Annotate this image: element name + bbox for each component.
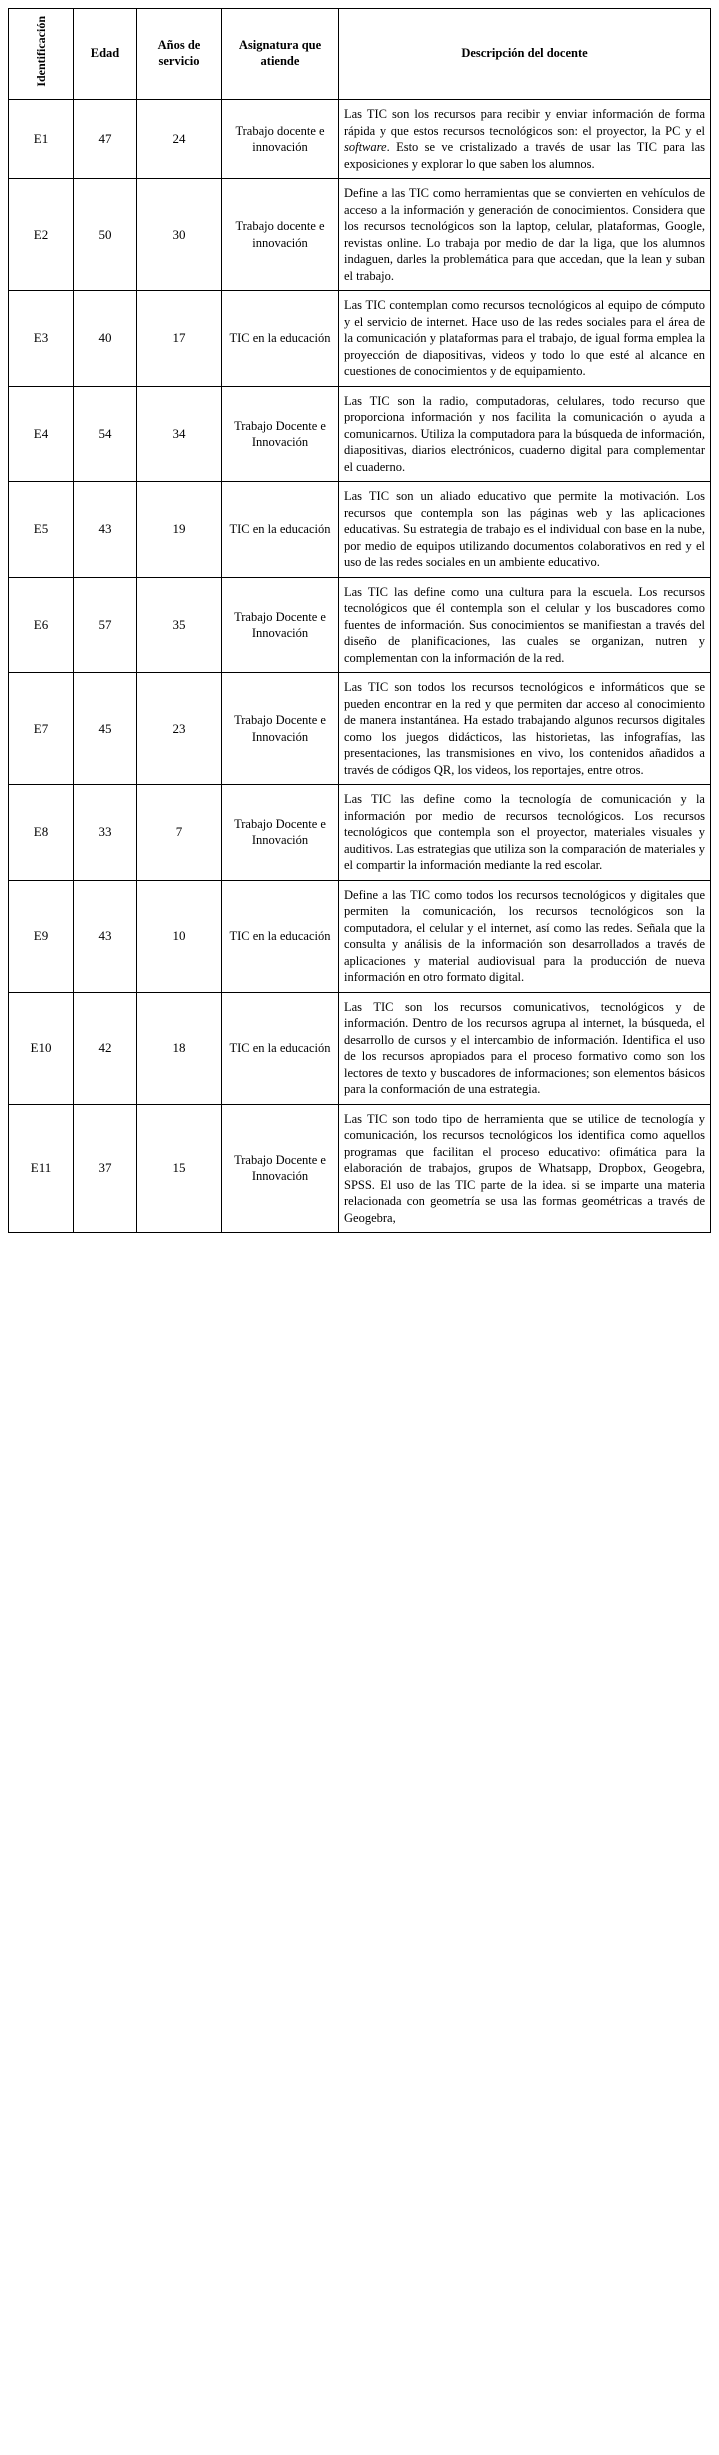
cell-identificacion: E5: [9, 482, 74, 578]
cell-descripcion: Las TIC las define como la tecnología de comunicación y la información por medio de recursos tecnológicos. Los recursos tecnológicos que contempla son el proyector, materiales visuales y auditivos. Las estrategias que utiliza son la comparación de materiales y el compartir la información mediante la red escolar.: [339, 785, 711, 881]
cell-anios: 18: [137, 992, 222, 1104]
cell-asignatura: Trabajo docente e innovación: [222, 100, 339, 179]
table-row: [9, 179, 711, 291]
cell-edad: 50: [74, 179, 137, 291]
cell-descripcion: Las TIC son todos los recursos tecnológicos e informáticos que se pueden encontrar en la red y que permiten dar acceso al conocimiento de manera instantánea. Ha estado trabajando algunos recursos digitales como los juegos didácticos, las historietas, las infografías, las presentaciones, las transmisiones en vivo, los contenidos añadidos a través de códigos QR, los videos, los reportajes, entre otros.: [339, 673, 711, 785]
cell-asignatura: TIC en la educación: [222, 992, 339, 1104]
cell-asignatura: Trabajo Docente e Innovación: [222, 785, 339, 881]
table-row: [9, 673, 711, 785]
table-row: [9, 880, 711, 992]
cell-descripcion: Las TIC son los recursos para recibir y enviar información de forma rápida y que estos recursos tecnológicos son: el proyector, la PC y el software. Esto se ve cristalizado a través de usar las TIC para las exposiciones y explorar lo que saben los alumnos.: [339, 100, 711, 179]
column-header-anios-servicio: Años de servicio: [137, 9, 222, 100]
cell-identificacion: E3: [9, 291, 74, 387]
cell-edad: 47: [74, 100, 137, 179]
cell-descripcion: Las TIC son los recursos comunicativos, tecnológicos y de información. Dentro de los recursos agrupa al internet, la búsqueda, el desarrollo de cursos y el intercambio de información. Identifica el uso de los recursos apropiados para el proceso formativo como son los lectores de texto y buscadores de informaciones; son elementos básicos para la conformación de una estrategia.: [339, 992, 711, 1104]
column-header-edad: Edad: [74, 9, 137, 100]
cell-identificacion: E6: [9, 577, 74, 673]
cell-identificacion: E11: [9, 1104, 74, 1233]
cell-edad: 43: [74, 880, 137, 992]
table-row: [9, 100, 711, 179]
table-header-row: [9, 9, 711, 100]
cell-anios: 24: [137, 100, 222, 179]
cell-edad: 37: [74, 1104, 137, 1233]
cell-asignatura: Trabajo Docente e Innovación: [222, 673, 339, 785]
cell-descripcion: Las TIC las define como una cultura para la escuela. Los recursos tecnológicos que él contempla son el celular y los buscadores como fuentes de información. Sus conocimientos se manifiestan a través del diseño de planificaciones, las cuales se organizan, nutren y complementan con la información de la red.: [339, 577, 711, 673]
table-body: [9, 100, 711, 1233]
column-header-identificacion-label: Identificación: [34, 16, 48, 88]
cell-anios: 23: [137, 673, 222, 785]
cell-edad: 40: [74, 291, 137, 387]
table-row: [9, 785, 711, 881]
cell-asignatura: Trabajo Docente e Innovación: [222, 1104, 339, 1233]
cell-identificacion: E7: [9, 673, 74, 785]
cell-descripcion: Define a las TIC como todos los recursos tecnológicos y digitales que permiten la comunicación, los recursos tecnológicos son la computadora, el celular y el internet, así como las redes. Señala que la consulta y análisis de la información son desarrollados a través de aplicaciones y material audiovisual para la producción de nueva información en otro formato digital.: [339, 880, 711, 992]
table-row: [9, 1104, 711, 1233]
teacher-description-table: [8, 8, 711, 1233]
cell-descripcion: Las TIC contemplan como recursos tecnológicos al equipo de cómputo y el servicio de internet. Hace uso de las redes sociales para el área de la comunicación y plataformas para el trabajo, de igual forma emplea la proyección de diapositivas, videos y todo lo que esté al alcance en cuestiones de conocimientos y de equipamiento.: [339, 291, 711, 387]
cell-anios: 34: [137, 386, 222, 482]
cell-edad: 54: [74, 386, 137, 482]
cell-descripcion: Define a las TIC como herramientas que se convierten en vehículos de acceso a la información y generación de conocimientos. Considera que los recursos tecnológicos son la laptop, celular, plataformas, Google, revistas online. Lo trabaja por medio de dar la liga, que los alumnos indaguen, darles la problemática para que accedan, que la lean y suban el trabajo.: [339, 179, 711, 291]
cell-identificacion: E9: [9, 880, 74, 992]
cell-edad: 57: [74, 577, 137, 673]
cell-descripcion: Las TIC son la radio, computadoras, celulares, todo recurso que proporciona información y nos facilita la comunicación o ayuda a comunicarnos. Utiliza la computadora para la búsqueda de información, diapositivas, diarios electrónicos, cuaderno digital para complementar el cuaderno.: [339, 386, 711, 482]
cell-asignatura: Trabajo docente e innovación: [222, 179, 339, 291]
table-row: [9, 291, 711, 387]
table-row: [9, 577, 711, 673]
cell-identificacion: E10: [9, 992, 74, 1104]
cell-edad: 43: [74, 482, 137, 578]
cell-anios: 7: [137, 785, 222, 881]
cell-identificacion: E4: [9, 386, 74, 482]
cell-asignatura: Trabajo Docente e Innovación: [222, 577, 339, 673]
table-header: [9, 9, 711, 100]
cell-anios: 19: [137, 482, 222, 578]
cell-anios: 17: [137, 291, 222, 387]
cell-identificacion: E8: [9, 785, 74, 881]
cell-identificacion: E1: [9, 100, 74, 179]
cell-identificacion: E2: [9, 179, 74, 291]
cell-asignatura: Trabajo Docente e Innovación: [222, 386, 339, 482]
cell-anios: 35: [137, 577, 222, 673]
table-row: [9, 482, 711, 578]
cell-anios: 15: [137, 1104, 222, 1233]
table-row: [9, 992, 711, 1104]
column-header-asignatura: Asignatura que atiende: [222, 9, 339, 100]
column-header-descripcion: Descripción del docente: [339, 9, 711, 100]
cell-descripcion: Las TIC son un aliado educativo que permite la motivación. Los recursos que contempla son las páginas web y las aplicaciones educativas. Su estrategia de trabajo es el individual con base en la nube, por medio de equipos utilizando documentos colaborativos en red y el uso de las redes sociales en un ambiente educativo.: [339, 482, 711, 578]
column-header-identificacion: [9, 9, 74, 100]
cell-edad: 42: [74, 992, 137, 1104]
cell-descripcion: Las TIC son todo tipo de herramienta que se utilice de tecnología y comunicación, los recursos tecnológicos los identifica como aquellos programas que facilitan el proceso educativo: ofimática para la elaboración de trabajos, grupos de Whatsapp, Dropbox, Geogebra, SPSS. El uso de las TIC parte de la idea. si se imparte una materia relacionada con geometría se usa las formas geométricas a través de Geogebra,: [339, 1104, 711, 1233]
cell-edad: 45: [74, 673, 137, 785]
table-row: [9, 386, 711, 482]
cell-anios: 30: [137, 179, 222, 291]
cell-anios: 10: [137, 880, 222, 992]
cell-asignatura: TIC en la educación: [222, 482, 339, 578]
cell-edad: 33: [74, 785, 137, 881]
cell-asignatura: TIC en la educación: [222, 880, 339, 992]
cell-asignatura: TIC en la educación: [222, 291, 339, 387]
